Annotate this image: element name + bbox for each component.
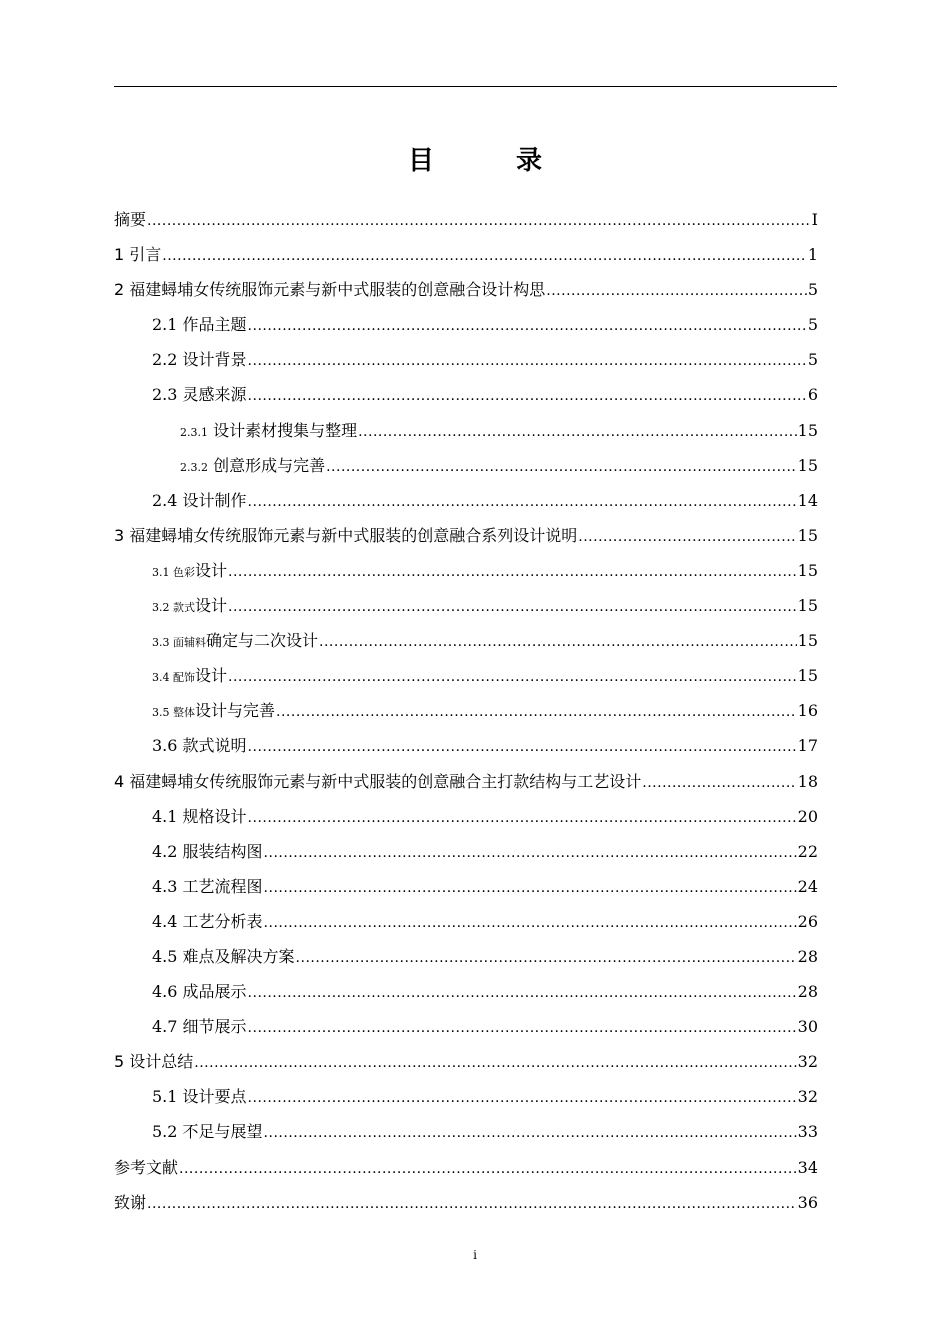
toc-entry-text: 4.6 成品展示	[152, 982, 247, 1002]
toc-entry-page: 32	[797, 1087, 818, 1107]
toc-entry-page: 15	[797, 525, 818, 545]
toc-entry[interactable]	[114, 556, 818, 591]
toc-leader-dots	[248, 978, 797, 1008]
toc-entry-text: 5.2 不足与展望	[152, 1122, 263, 1142]
toc-entry[interactable]	[114, 872, 818, 907]
toc-entry-page: 33	[797, 1122, 818, 1142]
toc-leader-dots	[296, 943, 797, 973]
toc-entry[interactable]	[114, 1188, 818, 1223]
toc-entry-page: 22	[797, 841, 818, 861]
toc-entry-page: 5	[807, 280, 818, 300]
toc-entry-text: 1 引言	[114, 245, 162, 265]
toc-entry-text: 4.4 工艺分析表	[152, 911, 263, 931]
toc-entry-label	[152, 1012, 247, 1042]
toc-leader-dots	[228, 557, 797, 587]
toc-entry-page: 15	[797, 420, 818, 440]
toc-entry-page: 15	[797, 666, 818, 686]
toc-entry-page: 28	[797, 946, 818, 966]
toc-entry-number: 3.1 色彩	[152, 565, 195, 579]
toc-entry-page: 15	[797, 596, 818, 616]
toc-entry-text: 3.6 款式说明	[152, 736, 247, 756]
toc-entry-text: 设计素材搜集与整理	[213, 420, 358, 440]
toc-leader-dots	[248, 732, 797, 762]
toc-leader-dots	[248, 1013, 797, 1043]
toc-leader-dots	[326, 452, 797, 482]
toc-leader-dots	[248, 346, 807, 376]
toc-entry-page: 18	[797, 771, 818, 791]
toc-entry[interactable]	[114, 661, 818, 696]
toc-entry-text: 摘要	[114, 210, 147, 229]
toc-leader-dots	[642, 768, 796, 798]
toc-entry-page: 6	[807, 385, 818, 405]
toc-entry-text: 设计	[195, 560, 228, 580]
toc-entry[interactable]	[114, 907, 818, 942]
toc-entry-page: 15	[797, 560, 818, 580]
toc-entry-text: 3 福建蟳埔女传统服饰元素与新中式服装的创意融合系列设计说明	[114, 525, 578, 545]
toc-leader-dots	[319, 627, 797, 657]
toc-leader-dots	[248, 1083, 797, 1113]
toc-entry-text: 4.7 细节展示	[152, 1017, 247, 1037]
toc-entry-label	[114, 1153, 178, 1183]
toc-entry[interactable]	[114, 767, 818, 802]
toc-entry[interactable]	[114, 1117, 818, 1152]
toc-entry[interactable]	[114, 1012, 818, 1047]
toc-leader-dots	[147, 1189, 797, 1219]
toc-entry-text: 创意形成与完善	[213, 455, 326, 475]
toc-entry-label	[114, 205, 146, 235]
toc-leader-dots	[179, 1154, 797, 1184]
header-rule	[114, 86, 837, 87]
toc-entry-label	[152, 1082, 247, 1112]
toc-entry[interactable]	[114, 837, 818, 872]
toc-entry-text: 设计	[195, 596, 228, 616]
page-title: 目 录	[407, 146, 570, 176]
toc-entry-label	[114, 275, 545, 305]
toc-entry[interactable]	[114, 205, 818, 240]
toc-entry-label	[114, 521, 577, 551]
toc-entry-number: 3.3 面辅料	[152, 636, 206, 650]
toc-entry-label	[152, 837, 263, 867]
toc-entry-page: 5	[807, 350, 818, 370]
toc-entry[interactable]	[114, 486, 818, 521]
toc-leader-dots	[546, 276, 807, 306]
toc-entry-label	[152, 907, 263, 937]
toc-entry[interactable]	[114, 310, 818, 345]
toc-entry-label	[152, 802, 247, 832]
toc-leader-dots	[264, 873, 797, 903]
toc-entry-number: 2.3.2	[180, 460, 208, 474]
toc-entry[interactable]	[114, 275, 818, 310]
toc-leader-dots	[228, 662, 797, 692]
toc-entry-label	[152, 1117, 263, 1147]
toc-entry-page: 15	[797, 455, 818, 475]
toc-entry-text: 5.1 设计要点	[152, 1087, 247, 1107]
toc-leader-dots	[228, 592, 797, 622]
page-number: i	[473, 1248, 477, 1262]
toc-entry-page: 34	[797, 1157, 818, 1177]
toc-entry-number: 3.5 整体	[152, 706, 195, 720]
toc-entry-text: 设计与完善	[195, 701, 276, 721]
toc-entry-page: 30	[797, 1017, 818, 1037]
toc-leader-dots	[248, 381, 807, 411]
toc-entry-text: 设计	[195, 666, 228, 686]
toc-entry-label	[152, 345, 247, 375]
toc-entry-text: 2.4 设计制作	[152, 490, 247, 510]
toc-entry[interactable]	[114, 591, 818, 626]
toc-entry[interactable]	[114, 626, 818, 661]
toc-entry-page: 14	[797, 490, 818, 510]
toc-entry-label	[180, 416, 357, 448]
toc-entry[interactable]	[114, 1047, 818, 1082]
toc-entry-label	[152, 872, 263, 902]
toc-entry-text: 2.1 作品主题	[152, 315, 247, 335]
toc-leader-dots	[248, 803, 797, 833]
toc-entry-page: 20	[797, 806, 818, 826]
toc-entry-number: 3.2 款式	[152, 601, 195, 615]
toc-entry-label	[152, 310, 247, 340]
toc-leader-dots	[248, 311, 807, 341]
toc-entry-text: 4.3 工艺流程图	[152, 876, 263, 896]
toc-entry-page: 17	[797, 736, 818, 756]
toc-entry[interactable]	[114, 380, 818, 415]
toc-entry-label	[114, 767, 641, 797]
toc-entry-text: 参考文献	[114, 1157, 179, 1177]
toc-entry[interactable]	[114, 345, 818, 380]
table-of-contents	[114, 205, 818, 1223]
toc-entry-number: 3.4 配饰	[152, 671, 195, 685]
toc-leader-dots	[248, 487, 797, 517]
toc-leader-dots	[147, 206, 811, 236]
toc-leader-dots	[162, 241, 807, 271]
toc-entry-label	[152, 591, 227, 623]
toc-entry-label	[152, 977, 247, 1007]
toc-entry-page: 24	[797, 876, 818, 896]
toc-entry-label	[114, 1188, 146, 1218]
toc-entry-label	[152, 942, 295, 972]
toc-leader-dots	[264, 908, 797, 938]
toc-leader-dots	[276, 697, 797, 727]
toc-entry[interactable]	[114, 416, 818, 451]
toc-entry-label	[114, 240, 161, 270]
toc-entry-text: 2 福建蟳埔女传统服饰元素与新中式服装的创意融合设计构思	[114, 280, 546, 300]
toc-entry[interactable]	[114, 240, 818, 275]
toc-leader-dots	[358, 417, 797, 447]
toc-entry-label	[114, 1047, 193, 1077]
toc-entry-page: 1	[807, 245, 818, 265]
toc-entry[interactable]	[114, 451, 818, 486]
toc-entry-page: 16	[797, 701, 818, 721]
toc-entry-label	[152, 696, 275, 728]
toc-entry[interactable]	[114, 977, 818, 1012]
toc-entry-number: 2.3.1	[180, 425, 208, 439]
toc-entry-label	[152, 731, 247, 761]
toc-entry-page: 32	[797, 1052, 818, 1072]
toc-leader-dots	[578, 522, 796, 552]
toc-leader-dots	[264, 1118, 797, 1148]
toc-entry[interactable]	[114, 696, 818, 731]
toc-entry[interactable]	[114, 1153, 818, 1188]
toc-entry-page: 28	[797, 982, 818, 1002]
toc-entry-label	[152, 486, 247, 516]
toc-entry[interactable]	[114, 731, 818, 766]
toc-entry-label	[152, 626, 318, 658]
toc-entry-text: 4.5 难点及解决方案	[152, 946, 295, 966]
toc-entry-page: 26	[797, 911, 818, 931]
toc-entry[interactable]	[114, 802, 818, 837]
toc-entry-text: 2.2 设计背景	[152, 350, 247, 370]
toc-entry-text: 2.3 灵感来源	[152, 385, 247, 405]
toc-entry[interactable]	[114, 1082, 818, 1117]
toc-entry-text: 致谢	[114, 1192, 147, 1212]
toc-entry-text: 4.1 规格设计	[152, 806, 247, 826]
toc-leader-dots	[194, 1048, 796, 1078]
toc-entry-label	[180, 451, 325, 483]
toc-entry-text: 确定与二次设计	[206, 631, 319, 651]
toc-entry-text: 4.2 服装结构图	[152, 841, 263, 861]
toc-entry-label	[152, 661, 227, 693]
toc-entry-page: 36	[797, 1192, 818, 1212]
toc-entry-text: 4 福建蟳埔女传统服饰元素与新中式服装的创意融合主打款结构与工艺设计	[114, 771, 642, 791]
toc-entry[interactable]	[114, 942, 818, 977]
toc-entry-page: I	[811, 210, 818, 229]
toc-entry-text: 5 设计总结	[114, 1052, 194, 1072]
toc-entry-page: 15	[797, 631, 818, 651]
toc-entry-label	[152, 556, 227, 588]
toc-entry[interactable]	[114, 521, 818, 556]
toc-entry-label	[152, 380, 247, 410]
toc-leader-dots	[264, 838, 797, 868]
toc-entry-page: 5	[807, 315, 818, 335]
